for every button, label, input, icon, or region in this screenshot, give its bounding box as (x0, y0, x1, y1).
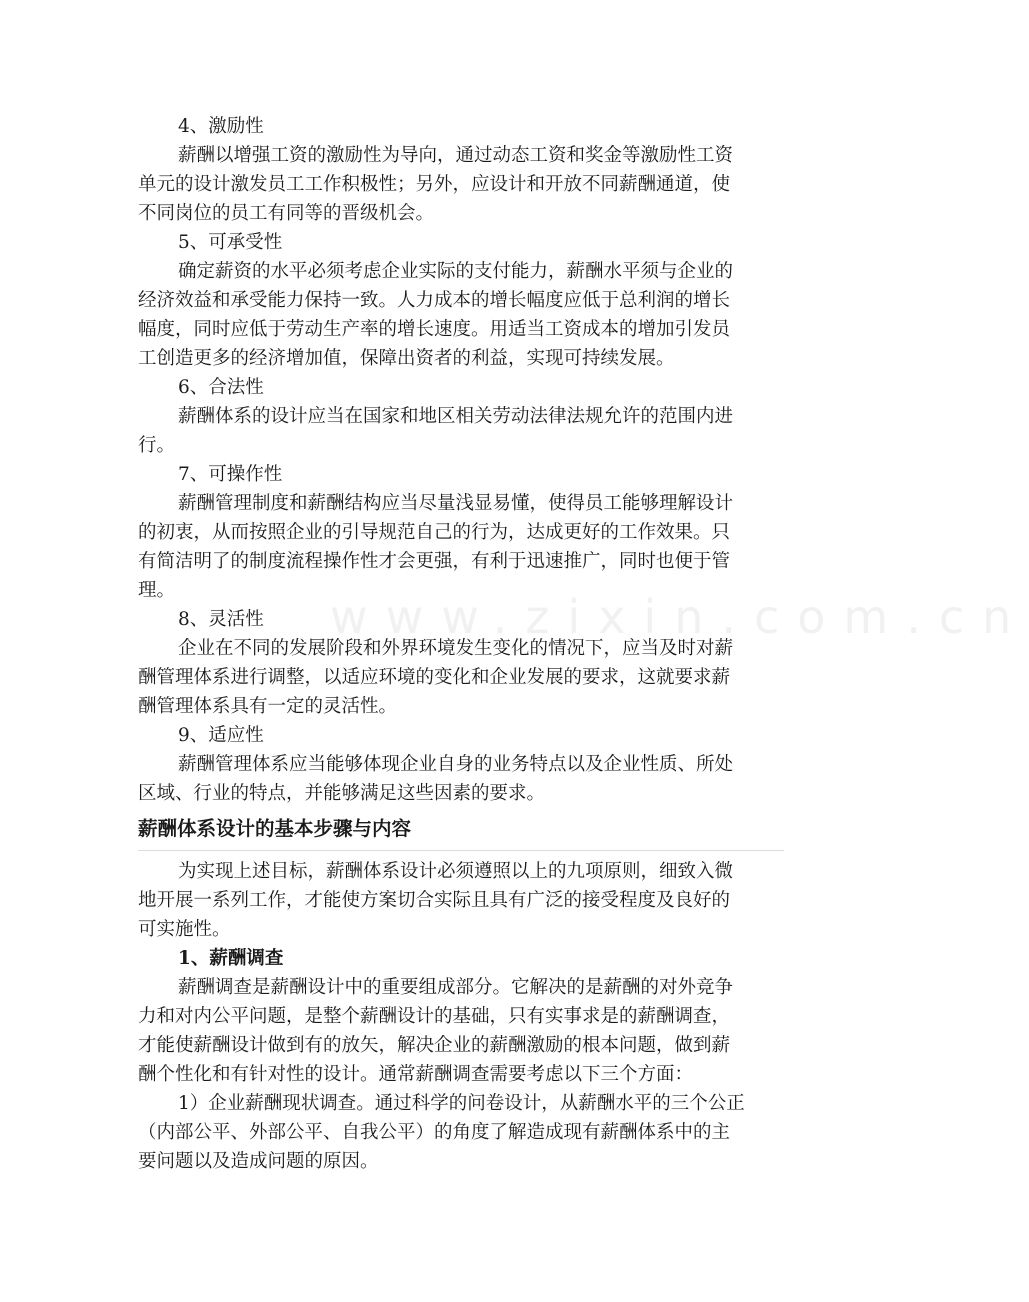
intro-paragraph (138, 857, 784, 944)
paragraph-line: （内部公平、外部公平、自我公平）的角度了解造成现有薪酬体系中的主 (138, 1122, 731, 1143)
paragraph-line: 地开展一系列工作，才能使方案切合实际且具有广泛的接受程度及良好的 (138, 890, 731, 911)
paragraph-line: 酬管理体系具有一定的灵活性。 (138, 696, 398, 717)
paragraph-line: 薪酬调查是薪酬设计中的重要组成部分。它解决的是薪酬的对外竞争 (178, 977, 734, 998)
paragraph-line: 有简洁明了的制度流程操作性才会更强，有利于迅速推广，同时也便于管 (138, 551, 731, 572)
principle-block (138, 460, 784, 605)
paragraph-line: 要问题以及造成问题的原因。 (138, 1151, 379, 1172)
paragraph-line: 经济效益和承受能力保持一致。人力成本的增长幅度应低于总利润的增长 (138, 290, 731, 311)
paragraph-line: 才能使薪酬设计做到有的放矢，解决企业的薪酬激励的根本问题，做到薪 (138, 1035, 731, 1056)
paragraph-line: 薪酬体系的设计应当在国家和地区相关劳动法律法规允许的范围内进 (178, 406, 734, 427)
paragraph-line: 行。 (138, 435, 176, 456)
paragraph-line: 确定薪资的水平必须考虑企业实际的支付能力，薪酬水平须与企业的 (178, 261, 734, 282)
principle-heading: 6、合法性 (178, 377, 264, 398)
paragraph-line: 可实施性。 (138, 919, 231, 940)
paragraph-line: 企业在不同的发展阶段和外界环境发生变化的情况下，应当及时对薪 (178, 638, 734, 659)
paragraph-line: 的初衷，从而按照企业的引导规范自己的行为，达成更好的工作效果。只 (138, 522, 731, 543)
paragraph-line: 为实现上述目标，薪酬体系设计必须遵照以上的九项原则，细致入微 (178, 861, 734, 882)
paragraph-line: 酬管理体系进行调整，以适应环境的变化和企业发展的要求，这就要求薪 (138, 667, 731, 688)
paragraph-line: 薪酬管理体系应当能够体现企业自身的业务特点以及企业性质、所处 (178, 754, 734, 775)
paragraph-line: 区域、行业的特点，并能够满足这些因素的要求。 (138, 783, 546, 804)
paragraph-line: 薪酬以增强工资的激励性为导向，通过动态工资和奖金等激励性工资 (178, 145, 734, 166)
paragraph-line: 酬个性化和有针对性的设计。通常薪酬调查需要考虑以下三个方面： (138, 1064, 694, 1085)
document-page (138, 112, 784, 1176)
paragraph-line: 不同岗位的员工有同等的晋级机会。 (138, 203, 435, 224)
section-title: 薪酬体系设计的基本步骤与内容 (138, 814, 784, 851)
list-item (138, 1089, 784, 1176)
principle-heading: 9、适应性 (178, 725, 264, 746)
principle-heading: 4、激励性 (178, 116, 264, 137)
principle-block (138, 112, 784, 228)
principle-block (138, 373, 784, 460)
paragraph-line: 工创造更多的经济增加值，保障出资者的利益，实现可持续发展。 (138, 348, 675, 369)
paragraph-line: 单元的设计激发员工工作积极性；另外，应设计和开放不同薪酬通道，使 (138, 174, 731, 195)
paragraph-line: 幅度，同时应低于劳动生产率的增长速度。用适当工资成本的增加引发员 (138, 319, 731, 340)
principle-block (138, 228, 784, 373)
paragraph-line: 理。 (138, 580, 176, 601)
step-heading: 1、薪酬调查 (178, 948, 284, 969)
principle-heading: 5、可承受性 (178, 232, 283, 253)
principle-block (138, 605, 784, 721)
principle-heading: 8、灵活性 (178, 609, 264, 630)
watermark: www.zixin.com.cn (330, 590, 1029, 644)
step-block (138, 944, 784, 1089)
principle-heading: 7、可操作性 (178, 464, 283, 485)
paragraph-line: 薪酬管理制度和薪酬结构应当尽量浅显易懂，使得员工能够理解设计 (178, 493, 734, 514)
paragraph-line: 1）企业薪酬现状调查。通过科学的问卷设计，从薪酬水平的三个公正 (178, 1093, 745, 1114)
paragraph-line: 力和对内公平问题，是整个薪酬设计的基础，只有实事求是的薪酬调查， (138, 1006, 731, 1027)
principle-block (138, 721, 784, 808)
